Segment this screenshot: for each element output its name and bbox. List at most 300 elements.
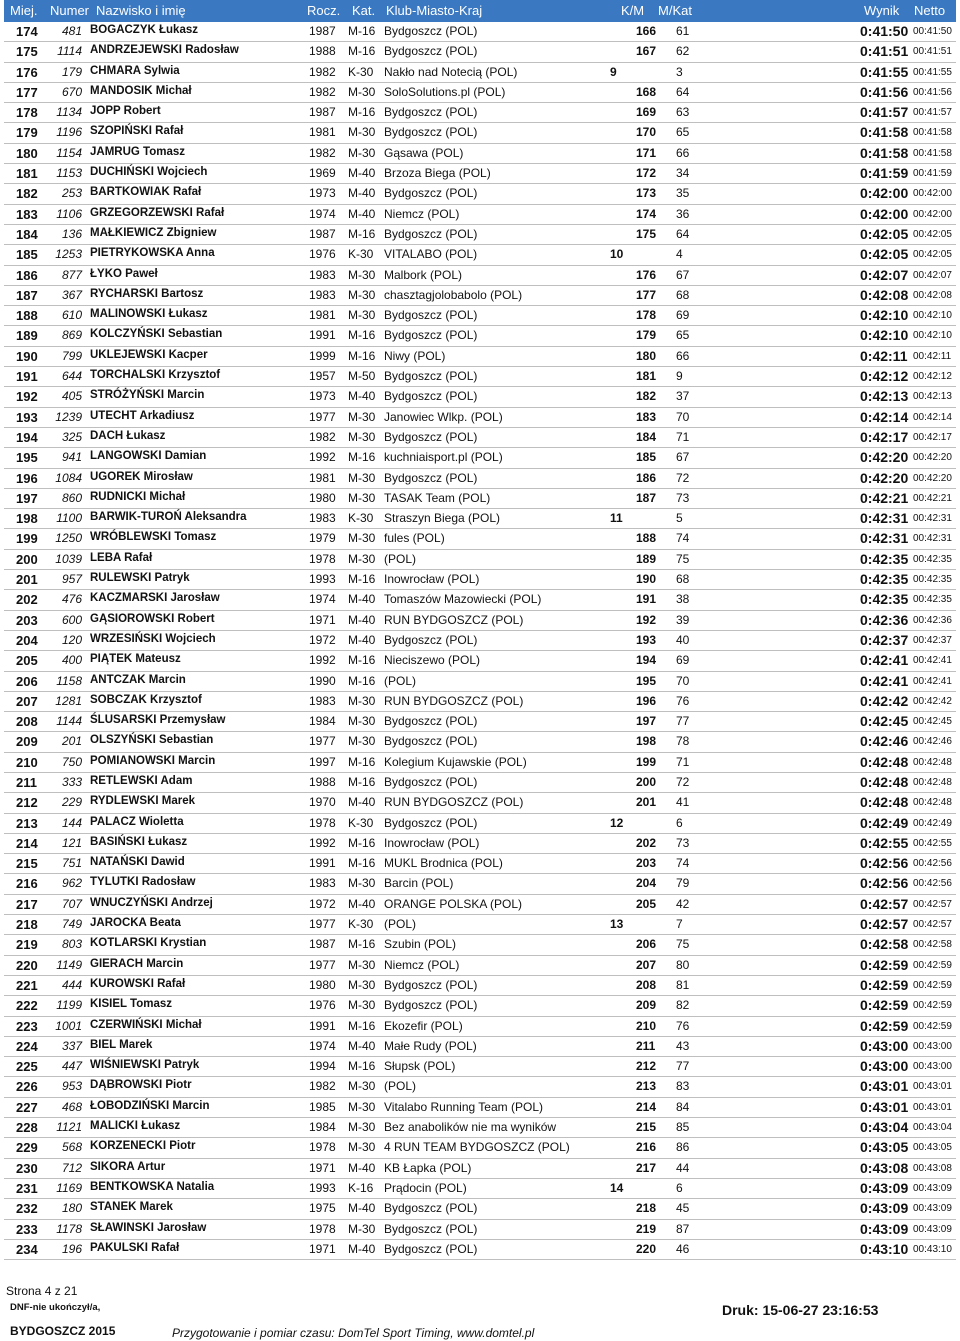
category-cell: M-16 <box>348 24 376 38</box>
timing-credit: Przygotowanie i pomiar czasu: DomTel Sport Timing, www.domtel.pl <box>172 1326 535 1340</box>
birth-year-cell: 1988 <box>309 44 336 59</box>
men-place-cell: 211 <box>636 1038 656 1053</box>
table-row <box>4 651 956 671</box>
club-cell: Bydgoszcz (POL) <box>384 105 478 120</box>
bib-number-cell: 179 <box>61 64 82 79</box>
name-cell: WNUCZYŃSKI Andrzej <box>90 896 213 909</box>
name-cell: ANTCZAK Marcin <box>90 673 186 686</box>
header-numer: Numer <box>50 3 90 18</box>
name-cell: PIĄTEK Mateusz <box>90 653 181 666</box>
net-time-cell: 00:43:05 <box>913 1142 952 1154</box>
table-row <box>4 692 956 712</box>
net-time-cell: 00:42:08 <box>913 289 952 301</box>
club-cell: ORANGE POLSKA (POL) <box>384 896 523 911</box>
club-cell: 4 RUN TEAM BYDGOSZCZ (POL) <box>384 1140 570 1155</box>
result-time-cell: 0:41:51 <box>860 43 909 60</box>
result-time-cell: 0:41:59 <box>860 165 909 182</box>
table-row <box>4 1118 956 1138</box>
place-cell: 191 <box>16 369 38 385</box>
net-time-cell: 00:42:36 <box>913 614 952 626</box>
category-cell: M-30 <box>348 551 376 566</box>
category-cell: M-30 <box>348 531 376 546</box>
birth-year-cell: 1978 <box>309 1221 336 1236</box>
result-time-cell: 0:42:10 <box>860 307 909 324</box>
category-place-cell: 71 <box>676 754 690 769</box>
club-cell: KB Łapka (POL) <box>384 1160 472 1175</box>
category-place-cell: 67 <box>676 450 690 465</box>
bib-number-cell: 1169 <box>56 1180 82 1195</box>
place-cell: 200 <box>16 551 38 567</box>
category-place-cell: 74 <box>676 531 690 546</box>
bib-number-cell: 1001 <box>55 1018 82 1033</box>
table-row <box>4 367 956 387</box>
place-cell: 212 <box>16 795 38 811</box>
club-cell: Bydgoszcz (POL) <box>384 470 478 485</box>
bib-number-cell: 670 <box>61 84 82 99</box>
birth-year-cell: 1993 <box>309 572 336 587</box>
table-row <box>4 1199 956 1219</box>
bib-number-cell: 1114 <box>57 44 82 59</box>
club-cell: Bydgoszcz (POL) <box>384 774 478 789</box>
men-place-cell: 175 <box>636 226 657 241</box>
category-place-cell: 73 <box>676 835 690 850</box>
result-time-cell: 0:42:31 <box>860 530 909 547</box>
birth-year-cell: 1982 <box>309 64 336 79</box>
category-place-cell: 43 <box>676 1038 690 1053</box>
bib-number-cell: 1134 <box>56 105 82 120</box>
name-cell: DACH Łukasz <box>90 429 166 442</box>
bib-number-cell: 405 <box>61 389 82 404</box>
result-time-cell: 0:42:56 <box>860 875 909 892</box>
place-cell: 177 <box>16 84 38 100</box>
men-place-cell: 206 <box>636 937 657 952</box>
category-cell: M-16 <box>348 835 376 850</box>
place-cell: 178 <box>16 105 38 121</box>
net-time-cell: 00:42:14 <box>913 411 952 423</box>
table-row <box>4 469 956 489</box>
birth-year-cell: 1977 <box>309 917 336 932</box>
name-cell: LANGOWSKI Damian <box>90 450 207 463</box>
result-time-cell: 0:41:50 <box>860 23 909 39</box>
header-netto: Netto <box>914 3 946 18</box>
table-row <box>4 712 956 732</box>
bib-number-cell: 337 <box>61 1038 82 1053</box>
place-cell: 213 <box>16 815 38 831</box>
result-time-cell: 0:42:58 <box>860 936 909 953</box>
birth-year-cell: 1978 <box>309 1140 336 1155</box>
name-cell: BARTKOWIAK Rafał <box>90 186 202 199</box>
birth-year-cell: 1997 <box>309 754 336 769</box>
club-cell: Słupsk (POL) <box>384 1059 456 1074</box>
men-place-cell: 208 <box>636 977 657 992</box>
place-cell: 206 <box>16 673 38 689</box>
men-place-cell: 199 <box>636 754 657 769</box>
category-cell: M-30 <box>348 876 376 891</box>
name-cell: DĄBROWSKI Piotr <box>90 1079 192 1092</box>
bib-number-cell: 468 <box>61 1099 82 1114</box>
birth-year-cell: 1976 <box>309 247 336 262</box>
net-time-cell: 00:41:59 <box>913 168 952 180</box>
result-time-cell: 0:42:20 <box>860 449 909 466</box>
category-cell: M-30 <box>348 267 376 282</box>
category-place-cell: 45 <box>676 1201 690 1216</box>
category-place-cell: 9 <box>676 369 683 384</box>
result-time-cell: 0:42:00 <box>860 185 909 202</box>
category-cell: M-16 <box>348 348 376 363</box>
men-place-cell: 186 <box>636 470 657 485</box>
table-row <box>4 834 956 854</box>
category-cell: M-30 <box>348 470 376 485</box>
net-time-cell: 00:42:05 <box>913 228 952 240</box>
result-time-cell: 0:42:45 <box>860 713 909 730</box>
name-cell: TORCHALSKI Krzysztof <box>90 369 221 382</box>
club-cell: Bydgoszcz (POL) <box>384 977 478 992</box>
result-time-cell: 0:43:00 <box>860 1037 909 1054</box>
place-cell: 202 <box>16 592 38 608</box>
name-cell: ŚLUSARSKI Przemysław <box>90 714 226 727</box>
category-cell: M-16 <box>348 937 376 952</box>
category-place-cell: 37 <box>676 389 690 404</box>
result-time-cell: 0:42:57 <box>860 895 909 912</box>
place-cell: 216 <box>16 876 38 892</box>
category-place-cell: 46 <box>676 1241 690 1256</box>
category-place-cell: 38 <box>676 592 690 607</box>
name-cell: RULEWSKI Patryk <box>90 572 190 585</box>
bib-number-cell: 1100 <box>56 511 82 526</box>
name-cell: SIKORA Artur <box>90 1160 166 1173</box>
place-cell: 218 <box>16 917 38 933</box>
category-cell: M-40 <box>348 1201 376 1216</box>
club-cell: Inowrocław (POL) <box>384 835 480 850</box>
name-cell: RYDLEWSKI Marek <box>90 795 196 808</box>
net-time-cell: 00:43:10 <box>913 1243 952 1255</box>
club-cell: Bydgoszcz (POL) <box>384 1221 478 1236</box>
net-time-cell: 00:42:42 <box>913 695 952 707</box>
result-time-cell: 0:43:08 <box>860 1159 909 1176</box>
birth-year-cell: 1991 <box>309 1018 336 1033</box>
category-cell: M-30 <box>348 145 376 160</box>
bib-number-cell: 121 <box>61 835 82 850</box>
birth-year-cell: 1979 <box>309 531 336 546</box>
name-cell: BOGACZYK Łukasz <box>90 24 198 36</box>
club-cell: Gąsawa (POL) <box>384 145 464 160</box>
name-cell: GIERACH Marcin <box>90 957 184 970</box>
category-place-cell: 42 <box>676 896 690 911</box>
club-cell: Bydgoszcz (POL) <box>384 369 478 384</box>
table-row <box>4 814 956 834</box>
net-time-cell: 00:42:37 <box>913 634 952 646</box>
club-cell: Janowiec Wlkp. (POL) <box>384 409 503 424</box>
net-time-cell: 00:42:57 <box>913 898 952 910</box>
club-cell: Bydgoszcz (POL) <box>384 998 478 1013</box>
name-cell: RYCHARSKI Bartosz <box>90 287 204 300</box>
table-row <box>4 915 956 935</box>
result-time-cell: 0:42:55 <box>860 834 909 851</box>
category-place-cell: 6 <box>676 1180 683 1195</box>
table-row <box>4 1159 956 1179</box>
women-place-cell: 14 <box>610 1180 624 1195</box>
men-place-cell: 198 <box>636 734 657 749</box>
result-time-cell: 0:41:58 <box>860 144 909 161</box>
net-time-cell: 00:42:35 <box>913 553 952 565</box>
category-cell: M-16 <box>348 754 376 769</box>
bib-number-cell: 860 <box>61 490 82 505</box>
name-cell: BIEL Marek <box>90 1038 153 1051</box>
bib-number-cell: 1196 <box>56 125 82 140</box>
club-cell: (POL) <box>384 551 417 566</box>
birth-year-cell: 1982 <box>309 84 336 99</box>
bib-number-cell: 941 <box>61 450 82 465</box>
bib-number-cell: 1084 <box>55 470 82 485</box>
bib-number-cell: 712 <box>61 1160 82 1175</box>
result-time-cell: 0:43:10 <box>860 1240 909 1257</box>
table-row <box>4 1138 956 1158</box>
place-cell: 208 <box>16 714 38 730</box>
place-cell: 176 <box>16 64 38 80</box>
net-time-cell: 00:41:57 <box>913 107 952 119</box>
net-time-cell: 00:42:21 <box>913 492 952 504</box>
table-row <box>4 1240 956 1260</box>
result-time-cell: 0:42:59 <box>860 1017 909 1034</box>
bib-number-cell: 1106 <box>56 206 82 221</box>
net-time-cell: 00:43:09 <box>913 1223 952 1235</box>
net-time-cell: 00:42:59 <box>913 959 952 971</box>
men-place-cell: 178 <box>636 308 657 323</box>
net-time-cell: 00:42:45 <box>913 716 952 728</box>
club-cell: Straszyn Biega (POL) <box>384 511 501 526</box>
category-place-cell: 78 <box>676 734 690 749</box>
category-cell: M-16 <box>348 1018 376 1033</box>
birth-year-cell: 1971 <box>309 612 336 627</box>
birth-year-cell: 1980 <box>309 977 336 992</box>
club-cell: Nieciszewo (POL) <box>384 653 481 668</box>
bib-number-cell: 1250 <box>55 531 82 546</box>
table-row <box>4 509 956 529</box>
bib-number-cell: 962 <box>61 876 82 891</box>
men-place-cell: 210 <box>636 1018 657 1033</box>
result-time-cell: 0:42:37 <box>860 631 909 648</box>
place-cell: 183 <box>16 206 38 222</box>
birth-year-cell: 1972 <box>309 896 336 911</box>
dnf-legend: DNF-nie ukończył/a, <box>10 1302 101 1313</box>
net-time-cell: 00:42:31 <box>913 533 952 545</box>
club-cell: Bydgoszcz (POL) <box>384 1201 478 1216</box>
category-cell: M-30 <box>348 957 376 972</box>
net-time-cell: 00:42:59 <box>913 1000 952 1012</box>
place-cell: 181 <box>16 166 38 182</box>
net-time-cell: 00:41:58 <box>913 127 952 139</box>
birth-year-cell: 1981 <box>309 125 336 140</box>
men-place-cell: 220 <box>636 1241 657 1256</box>
birth-year-cell: 1987 <box>309 24 336 38</box>
category-place-cell: 72 <box>676 470 690 485</box>
place-cell: 199 <box>16 531 38 547</box>
men-place-cell: 209 <box>636 998 657 1013</box>
bib-number-cell: 644 <box>61 369 82 384</box>
name-cell: UGOREK Mirosław <box>90 470 193 483</box>
men-place-cell: 174 <box>636 206 657 221</box>
name-cell: KISIEL Tomasz <box>90 998 173 1011</box>
place-cell: 204 <box>16 632 38 648</box>
men-place-cell: 219 <box>636 1221 657 1236</box>
category-place-cell: 44 <box>676 1160 690 1175</box>
place-cell: 193 <box>16 409 38 425</box>
birth-year-cell: 1994 <box>309 1059 336 1074</box>
name-cell: JAROCKA Beata <box>90 917 181 930</box>
result-time-cell: 0:42:05 <box>860 225 909 242</box>
net-time-cell: 00:42:11 <box>913 350 952 362</box>
table-row <box>4 63 956 83</box>
result-time-cell: 0:43:09 <box>860 1200 909 1217</box>
category-cell: M-40 <box>348 186 376 201</box>
name-cell: MAŁKIEWICZ Zbigniew <box>90 226 217 239</box>
birth-year-cell: 1993 <box>309 1180 336 1195</box>
name-cell: WRZESIŃSKI Wojciech <box>90 632 216 645</box>
place-cell: 195 <box>16 450 38 466</box>
result-time-cell: 0:42:20 <box>860 469 909 486</box>
men-place-cell: 177 <box>636 287 657 302</box>
category-place-cell: 73 <box>676 490 690 505</box>
birth-year-cell: 1971 <box>309 1160 336 1175</box>
bib-number-cell: 1178 <box>56 1221 82 1236</box>
birth-year-cell: 1987 <box>309 226 336 241</box>
result-time-cell: 0:42:59 <box>860 997 909 1014</box>
club-cell: Bydgoszcz (POL) <box>384 308 478 323</box>
bib-number-cell: 229 <box>61 795 82 810</box>
bib-number-cell: 400 <box>61 653 82 668</box>
result-time-cell: 0:43:00 <box>860 1058 909 1075</box>
name-cell: MALINOWSKI Łukasz <box>90 308 208 321</box>
category-cell: M-16 <box>348 44 376 59</box>
category-place-cell: 83 <box>676 1079 690 1094</box>
net-time-cell: 00:42:57 <box>913 919 952 931</box>
result-time-cell: 0:42:12 <box>860 368 909 385</box>
result-time-cell: 0:42:57 <box>860 916 909 933</box>
birth-year-cell: 1988 <box>309 774 336 789</box>
category-place-cell: 70 <box>676 673 690 688</box>
bib-number-cell: 1199 <box>56 998 82 1013</box>
name-cell: SŁAWINSKI Jarosław <box>90 1221 207 1234</box>
net-time-cell: 00:42:10 <box>913 330 952 342</box>
result-time-cell: 0:42:46 <box>860 733 909 750</box>
women-place-cell: 12 <box>610 815 624 830</box>
category-cell: M-30 <box>348 998 376 1013</box>
net-time-cell: 00:42:41 <box>913 655 952 667</box>
bib-number-cell: 1121 <box>56 1120 82 1135</box>
name-cell: ŁYKO Paweł <box>90 267 158 280</box>
bib-number-cell: 325 <box>61 429 82 444</box>
category-cell: K-16 <box>348 1180 374 1195</box>
name-cell: TYLUTKI Radosław <box>90 876 196 889</box>
net-time-cell: 00:42:59 <box>913 1020 952 1032</box>
category-place-cell: 64 <box>676 84 690 99</box>
place-cell: 217 <box>16 896 38 912</box>
net-time-cell: 00:42:56 <box>913 878 952 890</box>
result-time-cell: 0:42:08 <box>860 286 909 303</box>
result-time-cell: 0:42:48 <box>860 753 909 770</box>
category-cell: K-30 <box>348 64 374 79</box>
name-cell: CZERWIŃSKI Michał <box>90 1018 202 1031</box>
club-cell: Bydgoszcz (POL) <box>384 186 478 201</box>
club-cell: TASAK Team (POL) <box>384 490 491 505</box>
birth-year-cell: 1981 <box>309 308 336 323</box>
name-cell: BENTKOWSKA Natalia <box>90 1180 215 1193</box>
bib-number-cell: 1253 <box>55 247 82 262</box>
table-row <box>4 448 956 468</box>
bib-number-cell: 201 <box>61 734 82 749</box>
club-cell: chasztagjolobabolo (POL) <box>384 287 523 302</box>
place-cell: 224 <box>16 1038 38 1054</box>
result-time-cell: 0:42:35 <box>860 571 909 588</box>
net-time-cell: 00:42:00 <box>913 208 952 220</box>
club-cell: Bydgoszcz (POL) <box>384 24 478 38</box>
category-cell: M-30 <box>348 1079 376 1094</box>
birth-year-cell: 1999 <box>309 348 336 363</box>
birth-year-cell: 1991 <box>309 328 336 343</box>
place-cell: 223 <box>16 1018 38 1034</box>
name-cell: DUCHIŃSKI Wojciech <box>90 166 208 179</box>
birth-year-cell: 1983 <box>309 511 336 526</box>
category-place-cell: 63 <box>676 105 690 120</box>
birth-year-cell: 1981 <box>309 470 336 485</box>
club-cell: Szubin (POL) <box>384 937 457 952</box>
men-place-cell: 190 <box>636 572 657 587</box>
men-place-cell: 189 <box>636 551 657 566</box>
place-cell: 211 <box>16 774 37 790</box>
net-time-cell: 00:43:00 <box>913 1061 952 1073</box>
net-time-cell: 00:42:48 <box>913 776 952 788</box>
category-place-cell: 36 <box>676 206 690 221</box>
category-cell: M-16 <box>348 572 376 587</box>
birth-year-cell: 1977 <box>309 957 336 972</box>
category-place-cell: 71 <box>676 429 690 444</box>
table-row <box>4 529 956 549</box>
category-place-cell: 6 <box>676 815 683 830</box>
birth-year-cell: 1992 <box>309 450 336 465</box>
bib-number-cell: 333 <box>61 774 82 789</box>
category-place-cell: 77 <box>676 1059 690 1074</box>
header-miej: Miej. <box>10 3 38 18</box>
men-place-cell: 180 <box>636 348 657 363</box>
bib-number-cell: 481 <box>61 24 82 38</box>
category-place-cell: 67 <box>676 267 690 282</box>
category-place-cell: 87 <box>676 1221 690 1236</box>
table-row <box>4 144 956 164</box>
men-place-cell: 176 <box>636 267 657 282</box>
category-cell: M-40 <box>348 206 376 221</box>
club-cell: Bydgoszcz (POL) <box>384 389 478 404</box>
category-cell: M-40 <box>348 1160 376 1175</box>
men-place-cell: 216 <box>636 1140 657 1155</box>
net-time-cell: 00:41:51 <box>913 46 952 58</box>
category-place-cell: 75 <box>676 551 690 566</box>
result-time-cell: 0:42:59 <box>860 976 909 993</box>
place-cell: 215 <box>16 856 38 872</box>
bib-number-cell: 136 <box>61 226 82 241</box>
result-time-cell: 0:43:09 <box>860 1179 909 1196</box>
place-cell: 188 <box>16 308 38 324</box>
category-place-cell: 41 <box>676 795 690 810</box>
club-cell: Bydgoszcz (POL) <box>384 815 478 830</box>
men-place-cell: 185 <box>636 450 657 465</box>
net-time-cell: 00:42:05 <box>913 249 952 261</box>
men-place-cell: 168 <box>636 84 657 99</box>
bib-number-cell: 444 <box>61 977 82 992</box>
category-place-cell: 76 <box>676 1018 690 1033</box>
bib-number-cell: 180 <box>61 1201 82 1216</box>
result-time-cell: 0:42:36 <box>860 611 909 628</box>
club-cell: Bydgoszcz (POL) <box>384 328 478 343</box>
